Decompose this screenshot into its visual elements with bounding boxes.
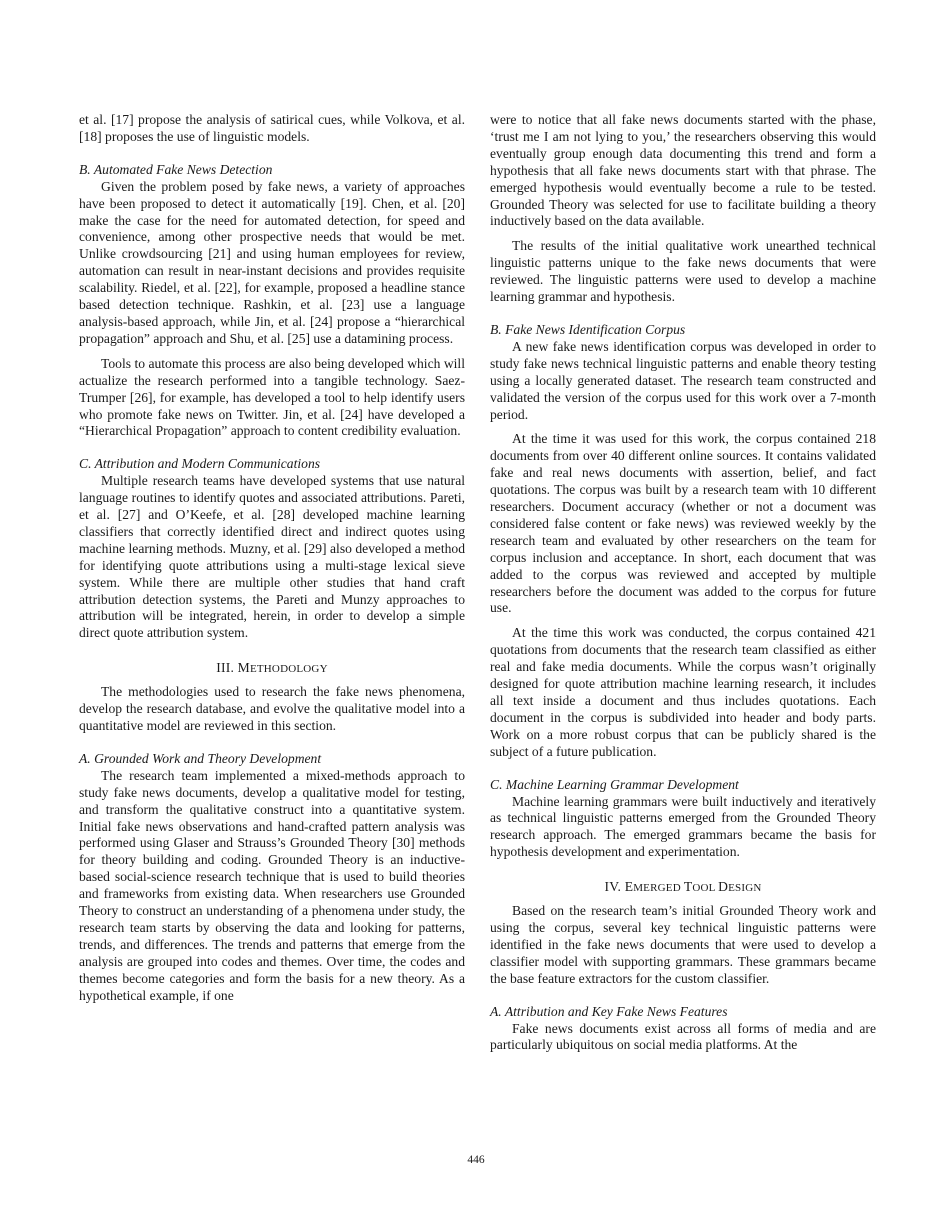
section-title-part: ESIGN <box>728 882 762 895</box>
paragraph: The research team implemented a mixed-methods approach to study fake news documents, develop a qualitative model for testing, and transform the qualitative construct into a quantitative system. Initial fake news observations and hand-crafted pattern analysis was performed using Glaser and Strauss’s Grounded Theory [30] methods for theory building and coding. Grounded Theory is an inductive-based social-science research technique that is used to build theories and frameworks from existing data. When researchers use Grounded Theory to construct an understanding of a phenomena under study, the research team starts by observing the data and looking for patterns, trends, and differences. The trends and patterns that emerge from the analysis are grouped into codes and themes. Over time, the codes and themes become categories and form the basis for a new theory. As a hypothetical example, if one <box>79 767 465 1003</box>
subsection-heading-automated-detection: B. Automated Fake News Detection <box>79 161 273 177</box>
paragraph: Multiple research teams have developed systems that use natural language routines to identify quotes and associated attributions. Pareti, et al. [27] and O’Keefe, et al. [28] developed machine learning classifiers that correctly identified direct and indirect quotes using machine learning methods. Muzny, et al. [29] also developed a method for identifying quote attributions using a multi-stage lexical sieve system. While there are multiple other studies that hand craft attribution detection systems, the Pareti and Munzy approaches to attribution will be integrated, herein, in order to develop a simple direct quote attribution system. <box>79 473 465 641</box>
subsection-heading-key-features: A. Attribution and Key Fake News Features <box>490 1003 728 1019</box>
section-title-part: D <box>718 879 729 895</box>
section-heading-methodology <box>79 660 465 678</box>
subsection-heading-grounded-work: A. Grounded Work and Theory Development <box>79 750 322 766</box>
section-number: III. <box>216 660 238 676</box>
paragraph: At the time it was used for this work, the corpus contained 218 documents from over 40 different online sources. It contains validated fake and real news documents with assertion, belief, and fact quotations. The corpus was built by a research team with 10 different researchers. Document accuracy (whether or not a document was considered false content or fake news) was reviewed weekly by the research team and evaluated by other researchers on the team for corpus inclusion and acceptance. In short, each document that was added to the corpus was reviewed and accepted by multiple researchers before the document was added to the corpus for future use. <box>490 431 876 616</box>
section-title-part: T <box>683 879 693 895</box>
paragraph-intro-continuation: et al. [17] propose the analysis of satirical cues, while Volkova, et al. [18] proposes the use of linguistic models. <box>79 112 465 144</box>
paragraph: Tools to automate this process are also being developed which will actualize the research performed into a tangible technology. Saez-Trumper [26], for example, has developed a tool to help identify users who promote fake news on Twitter. Jin, et al. [24] have developed a “Hierarchical Propagation” approach to content credibility evaluation. <box>79 355 465 439</box>
paragraph: Given the problem posed by fake news, a variety of approaches have been proposed to detect it automatically [19]. Chen, et al. [20] make the case for the need for automated detection, for speed and convenience, among other prospective needs that would be met. Unlike crowdsourcing [21] and using human employees for review, automation can result in near-instant decisions and provides requisite scalability. Riedel, et al. [22], for example, proposed a headline stance based detection technique. Rashkin, et al. [23] use a language analysis-based approach, while Jin, et al. [24] propose a “hierarchical propagation” approach and Shu, et al. [25] use a datamining process. <box>79 178 465 346</box>
section-title-part: E <box>624 879 634 895</box>
right-column <box>490 112 876 1062</box>
paragraph: Based on the research team’s initial Grounded Theory work and using the corpus, several key technical linguistic patterns were identified in the fake news documents that were used to develop a classifier model with supporting grammars. These grammars became the base feature extractors for the custom classifier. <box>490 903 876 986</box>
section-heading-emerged-tool-design <box>490 879 876 897</box>
subsection-heading-attribution: C. Attribution and Modern Communications <box>79 456 321 472</box>
paragraph: The results of the initial qualitative work unearthed technical linguistic patterns unique to the fake news documents that were reviewed. The linguistic patterns were used to develop a machine learning grammar and hypothesis. <box>490 238 876 305</box>
paragraph-continuation: were to notice that all fake news documents started with the phase, ‘trust me I am not lying to you,’ the researchers observing this would eventually group enough data documenting this trend and form a hypothesis that all fake news documents start with that phrase. The emerged hypothesis would eventually become a rule to be tested. Grounded Theory was selected for use to facilitate building a theory inductively based on the data available. <box>490 112 876 229</box>
paragraph: At the time this work was conducted, the corpus contained 421 quotations from documents that the research team classified as either real and fake media documents. While the corpus wasn’t originally designed for quote attribution machine learning research, it includes all text inside a document and thus includes quotations. Each document in the corpus is subdivided into header and body parts. Work on a more robust corpus that can be publicly shared is the subject of a future publication. <box>490 625 876 759</box>
page-number: 446 <box>467 1154 485 1166</box>
paragraph: A new fake news identification corpus was developed in order to study fake news technical linguistic patterns and enable theory testing using a locally generated dataset. The research team constructed and validated the version of the corpus used for this work over a 7-month period. <box>490 338 876 422</box>
subsection-heading-grammar: C. Machine Learning Grammar Development <box>490 776 739 792</box>
paragraph: Machine learning grammars were built inductively and iteratively as technical linguistic patterns emerged from the Grounded Theory research approach. The emerged grammars became the basis for hypothesis development and experimentation. <box>490 793 876 860</box>
section-title-part: OOL <box>692 882 719 895</box>
paragraph: Fake news documents exist across all forms of media and are particularly ubiquitous on social media platforms. At the <box>490 1020 876 1053</box>
section-title-rest: ETHODOLOGY <box>249 663 328 676</box>
section-title-initial: M <box>237 660 250 676</box>
left-column <box>79 112 465 1013</box>
paragraph: The methodologies used to research the fake news phenomena, develop the research database, and evolve the qualitative model into a quantitative model are reviewed in this section. <box>79 684 465 733</box>
section-number: IV. <box>604 879 625 895</box>
subsection-heading-corpus: B. Fake News Identification Corpus <box>490 321 686 337</box>
section-title-part: MERGED <box>633 882 684 895</box>
